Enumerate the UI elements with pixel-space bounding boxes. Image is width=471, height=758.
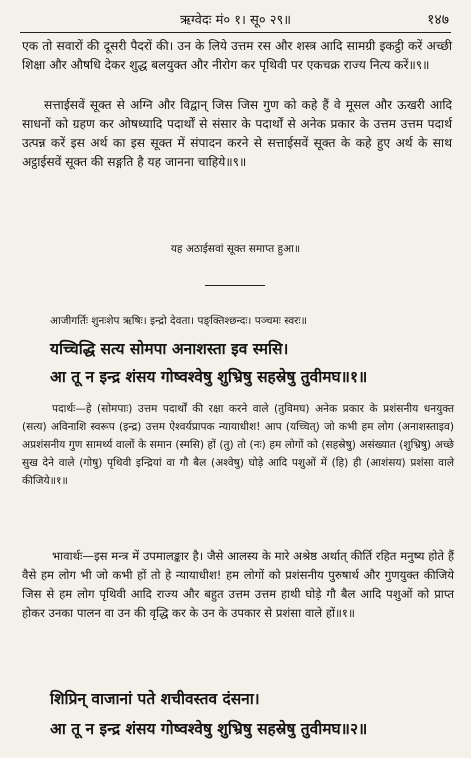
mantra-1-line-2: आ तू न इन्द्र शंसय गोष्वश्वेषु शुभ्रिषु सहस्रेषु तुवीमघ॥१॥ [50, 368, 368, 386]
mantra-2-line-1: शिप्रिन् वाजानां पते शचीवस्तव दंसना। [50, 690, 260, 708]
running-title: ऋग्वेदः मं० १। सू० २९॥ [179, 13, 292, 28]
commentary-paragraph-1: एक तो सवारों की दूसरी पैदरों की। उन के लिये उत्तम रस और शस्त्र आदि सामग्री इकट्ठी करें अच्छी शिक्षा और औषधि देकर शुद्ध बलयुक्त और नीरोग कर पृथिवी पर एकचक्र राज्य नित्य करें॥९॥ [22, 39, 452, 72]
page-header [0, 10, 471, 32]
rishi-devata-line: आजीगर्तिः शुनःशेप ऋषिः। इन्द्रो देवता। पङ्क्तिश्छन्दः। पञ्चमः स्वरः॥ [50, 315, 307, 327]
page-number: १४७ [427, 12, 449, 28]
bhavartha-paragraph: भावार्थः—इस मन्त्र में उपमालङ्कार है। जैसे आलस्य के मारे अश्रेष्ठ अर्थात् कीर्ति रहित मनुष्य होते हैं वैसे हम लोग भी जो कभी हों तो हे न्यायाधीश! हम लोगों को प्रशंसनीय पुरुषार्थ और गुणयुक्त कीजिये जिस से हम लोग पृथिवी आदि राज्य और बहुत उत्तम उत्तम हाथी घोड़े गौ बैल आदि पशुओं को प्राप्त होकर उनका पालन वा उन की वृद्धि कर के उन के उपकार से प्रशंसा वाले हों॥१॥ [22, 549, 454, 620]
mantra-1-line-1: यच्चिद्धि सत्य सोमपा अनाशस्ता इव स्मसि। [50, 340, 289, 358]
padartha-paragraph: पदार्थः—हे (सोमपाः) उत्तम पदार्थों की रक्षा करने वाले (तुविमघ) अनेक प्रकार के प्रशंसनीय धनयुक्त (सत्य) अविनाशि स्वरूप (इन्द्र) उत्तम ऐश्वर्यप्रापक न्यायाधीश! आप (यच्चित्) जो कभी हम लोग (अनाशस्ताइव) अप्रशंसनीय गुण सामर्थ्य वालों के समान (स्मसि) हों (तु) तो (नः) हम लोगों को (सहस्रेषु) असंख्यात (शुभ्रिषु) अच्छे सुख देने वाले (गोषु) पृथिवी इन्द्रियां वा गौ बैल (अश्वेषु) घोड़े आदि पशुओं में (हि) ही (आशंसय) प्रशंसा वाले कीजिये॥१॥ [22, 403, 454, 487]
sukta-end-note: यह अठाईसवां सूक्त समाप्त हुआ॥ [170, 243, 301, 255]
mantra-2-line-2: आ तू न इन्द्र शंसय गोष्वश्वेषु शुभ्रिषु सहस्रेषु तुवीमघ॥२॥ [50, 720, 368, 738]
commentary-paragraph-2: सत्ताईसवें सूक्त से अग्नि और विद्वान् जिस जिस गुण को कहे हैं वे मूसल और ऊखरी आदि साधनों को ग्रहण कर ओषध्यादि पदार्थों से संसार के पदार्थों से अनेक प्रकार के उत्तम उत्तम पदार्थ उत्पन्न करें इस अर्थ का इस सूक्त में संपादन करने से सत्ताईसवें सूक्त के कहे हुए अर्थ के साथ अट्ठाईसवें सूक्त की सङ्गति है यह जानना चाहिये॥९॥ [22, 98, 452, 169]
header-rule [20, 32, 451, 33]
section-divider [205, 285, 265, 286]
